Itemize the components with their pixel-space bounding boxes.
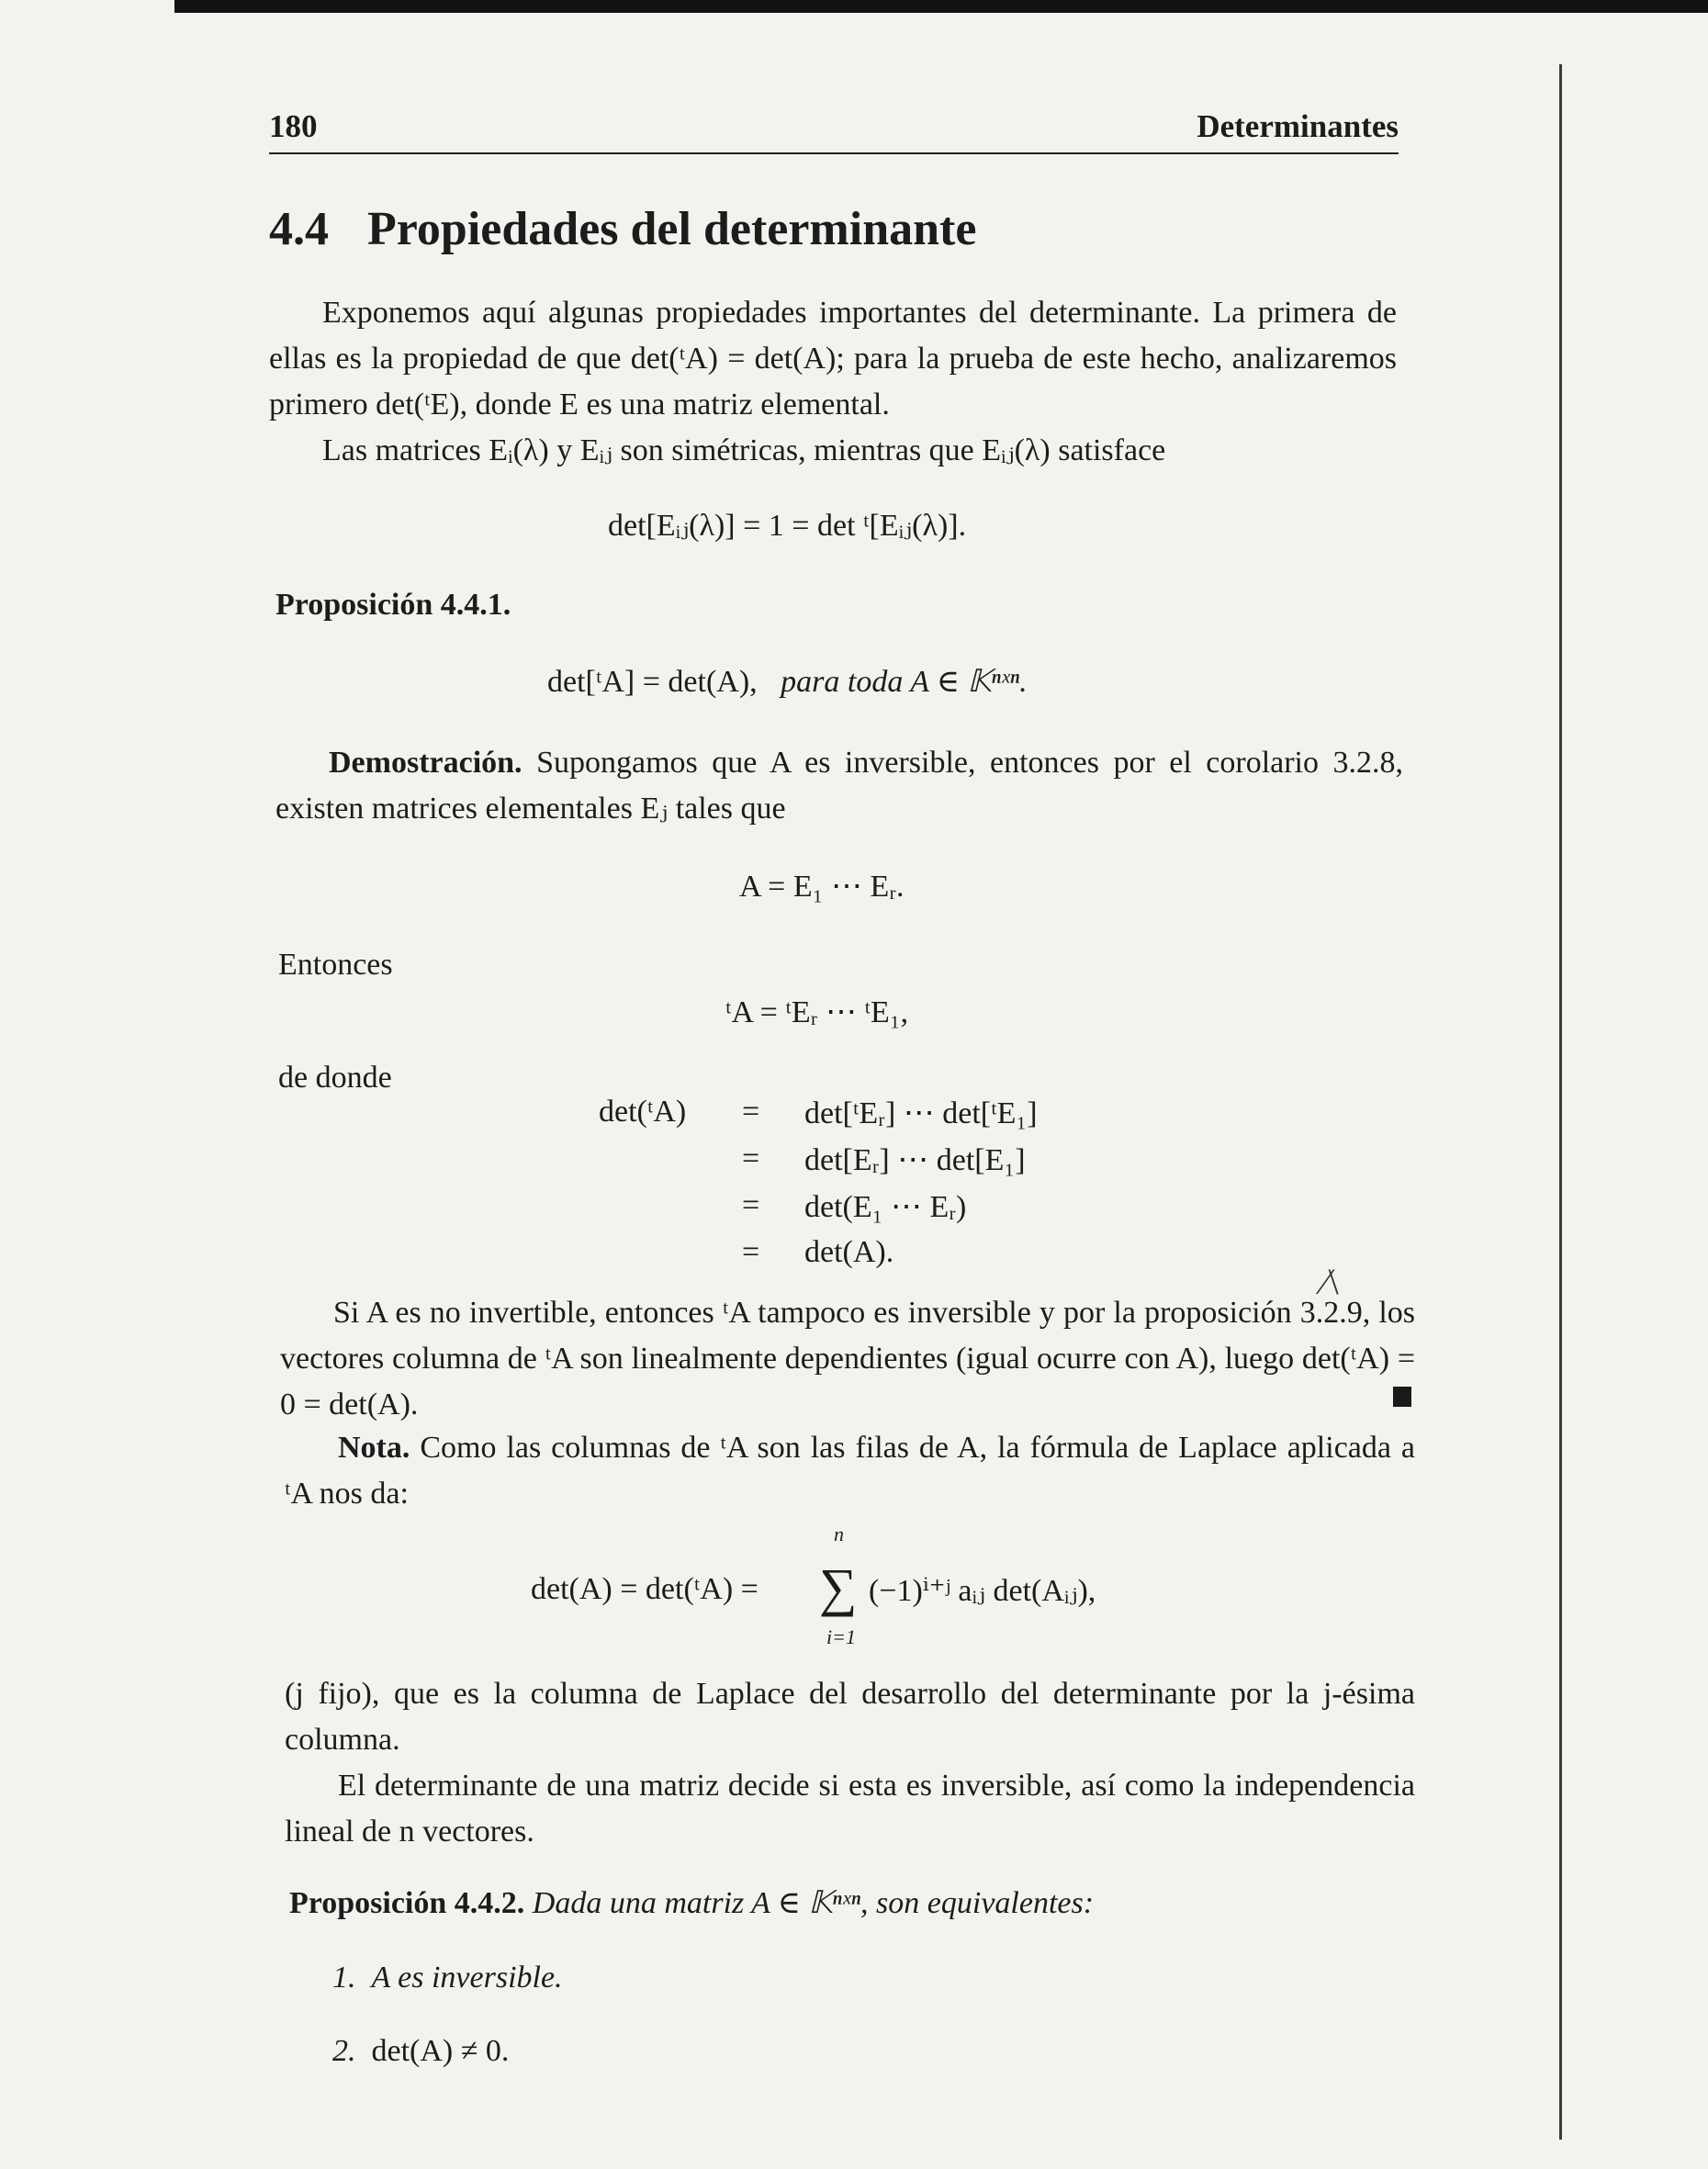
laplace-after: (j fijo), que es la columna de Laplace del desarrollo del determinante por la j-ésima columna. [285,1677,1415,1757]
laplace-rhs: (−1)ⁱ⁺ʲ aᵢⱼ det(Aᵢⱼ), [869,1574,1096,1608]
chain-lhs: det(ᵗA) [599,1095,687,1129]
proof-label: Demostración. [329,746,523,780]
chain-rel-2: = [742,1141,760,1175]
chain-rel-4: = [742,1235,760,1269]
laplace-explanation [285,1671,1415,1855]
proof-paragraph [275,740,1403,832]
nota-paragraph [285,1425,1415,1517]
list-text-2: det(A) ≠ 0. [371,2034,510,2068]
intro-text-2: Las matrices Eᵢ(λ) y Eᵢⱼ son simétricas, mientras que Eᵢⱼ(λ) satisface [322,433,1166,467]
handwritten-mark: ⁄\ [1322,1261,1339,1302]
de-donde-text: de donde [278,1061,392,1095]
proof-body: Supongamos que A es inversible, entonces por el corolario 3.2.8, existen matrices elementales Eⱼ tales que [275,746,1404,826]
laplace-lhs: det(A) = det(ᵗA) = [531,1572,758,1606]
equation-transpose: ᵗA = ᵗEᵣ ⋯ ᵗE₁, [725,995,909,1029]
prop1-eq-left: det[ᵗA] = det(A), [547,665,758,699]
closing-text: El determinante de una matriz decide si esta es inversible, así como la independencia lineal de n vectores. [285,1769,1415,1849]
chain-rhs-4: det(A). [804,1235,894,1269]
nota-text [285,1425,1415,1517]
list-item-1 [332,1961,563,1995]
proposition-2 [289,1884,1094,1921]
noninvertible-paragraph [280,1290,1415,1428]
sigma-symbol: ∑ [819,1557,858,1617]
intro-paragraph [269,290,1397,474]
chain-rhs-1: det[ᵗEᵣ] ⋯ det[ᵗE₁] [804,1096,1038,1130]
entonces-text: Entonces [278,948,393,982]
intro-text-1: Exponemos aquí algunas propiedades importantes del determinante. La primera de ellas es la propiedad de que det(ᵗA) = det(A); para la prueba de este hecho, analizaremos primero det(ᵗE), donde E es una matriz elemental. [269,296,1397,421]
chain-rel-1: = [742,1095,760,1129]
list-item-2 [332,2034,509,2069]
chain-rhs-2: det[Eᵣ] ⋯ det[E₁] [804,1143,1026,1177]
prop2-label: Proposición 4.4.2. [289,1886,525,1920]
noninvertible-text: Si A es no invertible, entonces ᵗA tampoco es inversible y por la proposición 3.2.9, los vectores columna de ᵗA son linealmente dependientes (igual ocurre con A), luego det(ᵗA) = 0 = det(A). [280,1296,1415,1422]
prop1-eq-right: para toda A ∈ 𝕂ⁿˣⁿ. [781,665,1028,699]
chain-rhs-3: det(E₁ ⋯ Eᵣ) [804,1190,967,1224]
list-num-1: 1. [332,1961,356,1995]
section-title [269,202,976,256]
proof-text [275,740,1403,832]
chain-rel-3: = [742,1188,760,1222]
list-text-1: A es inversible. [371,1961,563,1995]
scan-right-edge [1559,64,1562,2140]
section-title-text: Propiedades del determinante [367,203,977,255]
list-num-2: 2. [332,2034,356,2068]
proposition-label: Proposición 4.4.1. [275,588,511,622]
qed-square [1393,1387,1411,1407]
proposition-equation [547,663,1028,700]
prop2-statement: Dada una matriz A ∈ 𝕂ⁿˣⁿ, son equivalentes: [532,1886,1095,1920]
page-number: 180 [269,108,318,144]
section-number: 4.4 [269,203,329,255]
equation-product: A = E₁ ⋯ Eᵣ. [739,870,905,904]
scan-top-border [174,0,1708,13]
sum-upper-limit: n [834,1523,844,1545]
equation-elemental: det[Eᵢⱼ(λ)] = 1 = det ᵗ[Eᵢⱼ(λ)]. [608,509,967,543]
running-head: Determinantes [1197,108,1399,144]
nota-label: Nota. [338,1431,410,1465]
nota-body: Como las columnas de ᵗA son las filas de A, la fórmula de Laplace aplicada a ᵗA nos da: [285,1431,1415,1511]
page-header [269,108,1399,154]
sum-lower-limit: i=1 [826,1625,856,1648]
